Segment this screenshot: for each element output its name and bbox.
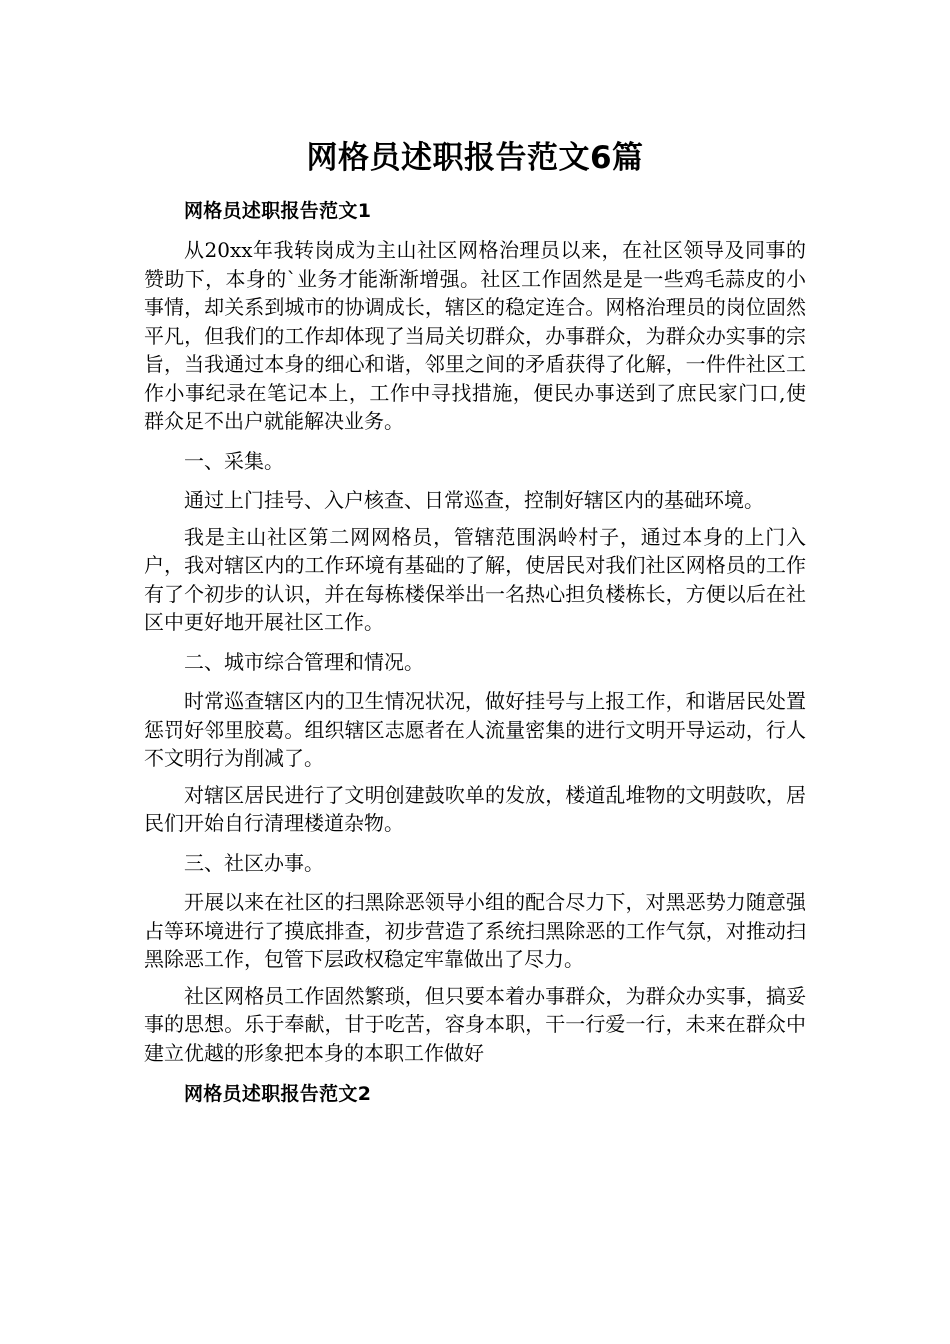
- paragraph: 一、采集。: [184, 448, 284, 473]
- paragraph: 时常巡查辖区内的卫生情况状况，做好挂号与上报工作，和谐居民处置惩罚好邻里胶葛。组织辖区志愿者在人流量密集的进行文明开导运动，行人不文明行为削减了。: [144, 689, 806, 770]
- paragraph: 通过上门挂号、入户核查、日常巡查，控制好辖区内的基础环境。: [184, 488, 764, 512]
- document-title: 网格员述职报告范文6篇: [306, 140, 644, 176]
- paragraph: 对辖区居民进行了文明创建鼓吹单的发放，楼道乱堆物的文明鼓吹，居民们开始自行清理楼道杂物。: [144, 782, 806, 835]
- paragraph: 开展以来在社区的扫黑除恶领导小组的配合尽力下，对黑恶势力随意强占等环境进行了摸底排查，初步营造了系统扫黑除恶的工作气氛，对推动扫黑除恶工作，包管下层政权稳定牢靠做出了尽力。: [144, 890, 806, 971]
- paragraph: 二、城市综合管理和情况。: [184, 649, 424, 674]
- paragraph: 我是主山社区第二网网格员，管辖范围涡岭村子，通过本身的上门入户，我对辖区内的工作环境有基础的了解，使居民对我们社区网格员的工作有了个初步的认识，并在每栋楼保举出一名热心担负楼栋长，方便以后在社区中更好地开展社区工作。: [144, 524, 806, 634]
- section-heading: 网格员述职报告范文1: [184, 200, 372, 222]
- paragraph: 三、社区办事。: [184, 850, 324, 875]
- section-heading: 网格员述职报告范文2: [184, 1083, 372, 1105]
- paragraph: 社区网格员工作固然繁琐，但只要本着办事群众，为群众办实事，搞妥事的思想。乐于奉献，甘于吃苦，容身本职，干一行爱一行，未来在群众中建立优越的形象把本身的本职工作做好: [144, 983, 806, 1065]
- paragraph: 从20xx年我转岗成为主山社区网格治理员以来，在社区领导及同事的赞助下，本身的`业务才能渐渐增强。社区工作固然是是一些鸡毛蒜皮的小事情，却关系到城市的协调成长，辖区的稳定连合。网格治理员的岗位固然平凡，但我们的工作却体现了当局关切群众，办事群众，为群众办实事的宗旨，当我通过本身的细心和谐，邻里之间的矛盾获得了化解，一件件社区工作小事纪录在笔记本上，工作中寻找措施，便民办事送到了庶民家门口,使群众足不出户就能解决业务。: [144, 238, 806, 433]
